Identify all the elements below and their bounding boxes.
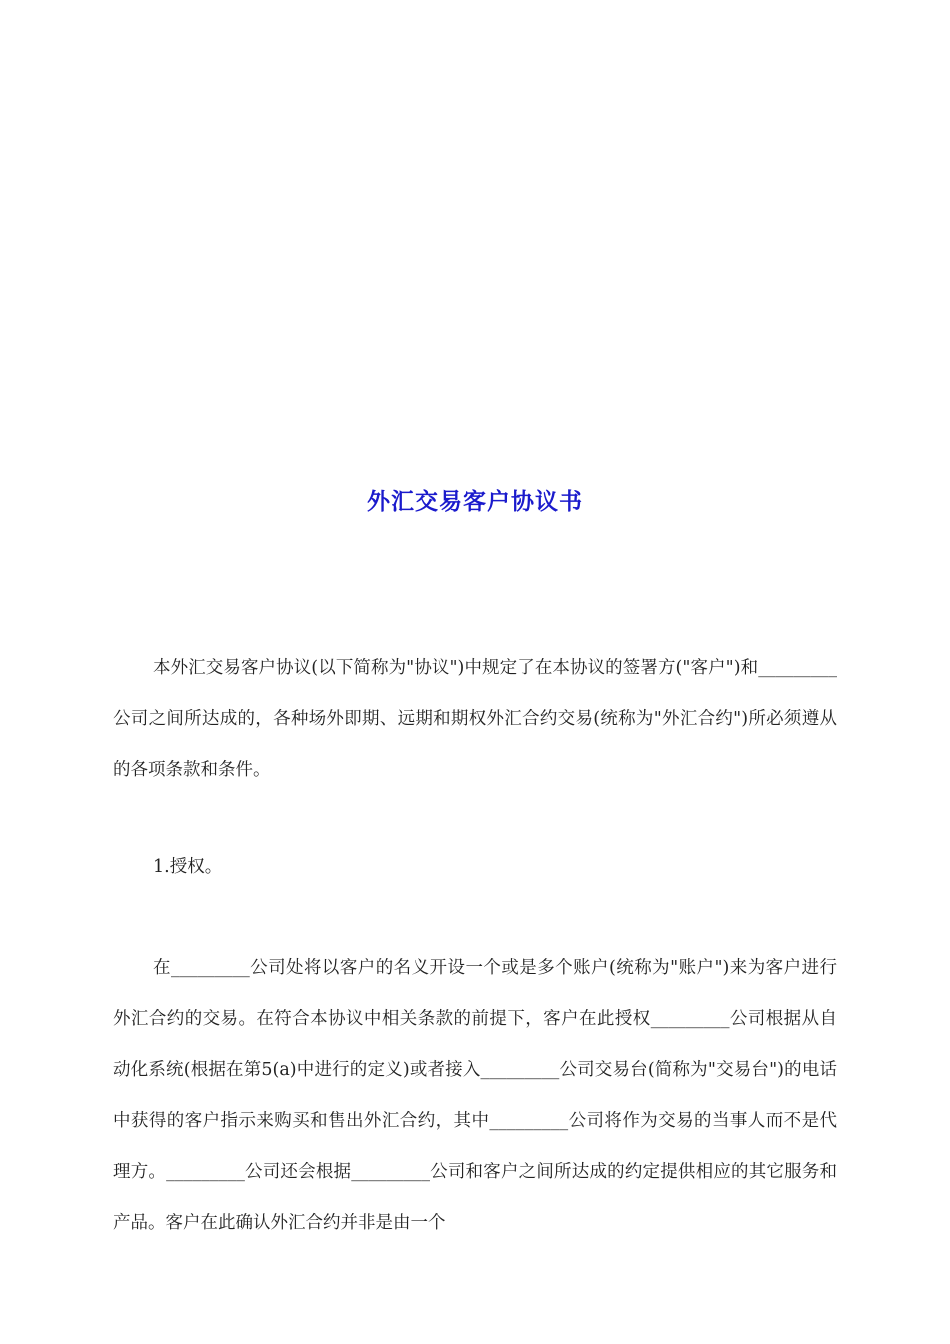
intro-paragraph: 本外汇交易客户协议(以下简称为"协议")中规定了在本协议的签署方("客户")和_________公司之间所达成的，各种场外即期、远期和期权外汇合约交易(统称为"外汇合约")所必须遵从的各项条款和条件。 <box>113 658 837 780</box>
section-1-heading: 1.授权。 <box>153 857 223 877</box>
section-1-body: 在_________公司处将以客户的名义开设一个或是多个账户(统称为"账户")来为客户进行外汇合约的交易。在符合本协议中相关条款的前提下，客户在此授权_________公司根据从自动化系统(根据在第5(a)中进行的定义)或者接入_________公司交易台(简称为"交易台")的电话中获得的客户指示来购买和售出外汇合约，其中_________公司将作为交易的当事人而不是代理方。_________公司还会根据_________公司和客户之间所达成的约定提供相应的其它服务和产品。客户在此确认外汇合约并非是由一个 <box>113 958 837 1233</box>
document-title: 外汇交易客户协议书 <box>367 489 583 515</box>
